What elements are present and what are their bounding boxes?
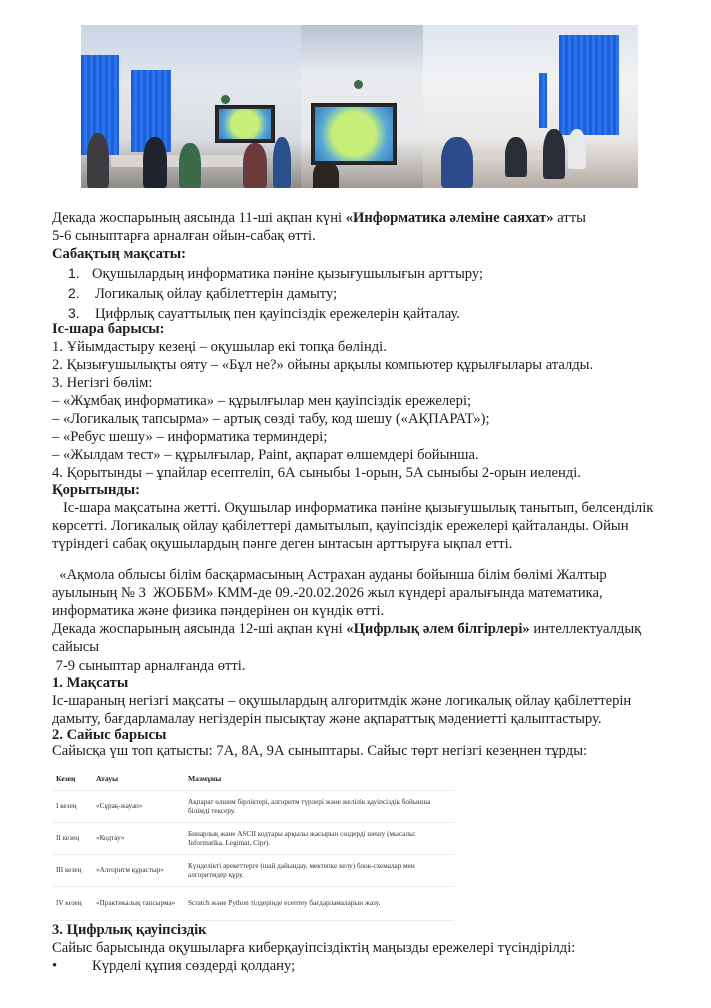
aim-line: дамыту, бағдарламалау негіздерін пысықтау және ақпараттық мәдениетті қалыптастыру. xyxy=(52,711,602,727)
cell-stage: III кезең xyxy=(52,855,92,887)
progress-heading: 2. Сайыс барысы xyxy=(52,727,167,743)
cell-content: Күнделікті әрекеттерге (шай дайындау, мектепке келу) блок-схемалар мен алгоритмдер құру. xyxy=(184,855,454,887)
event2-intro-line2: сайысы xyxy=(52,639,100,655)
cell-content: Бинарлық және ASCII кодтары арқылы жасырын сөздерді шешу (мысалы: Informatika, Legimat, Cipr). xyxy=(184,823,454,855)
cell-name: «Сұрақ-жауап» xyxy=(92,791,184,823)
event2-intro-text: Декада жоспарының аясында 12-ші ақпан күні xyxy=(52,621,347,637)
org-line: «Ақмола облысы білім басқармасының Астрахан ауданы бойынша білім бөлімі Жалтыр xyxy=(52,567,607,583)
stages-table xyxy=(52,766,454,921)
table-row xyxy=(52,887,454,921)
goal-item xyxy=(68,284,337,303)
process-item: 2. Қызығушылықты ояту – «Бұл не?» ойыны арқылы компьютер құрылғылары аталды. xyxy=(52,357,594,373)
table-row xyxy=(52,791,454,823)
conclusion-line: түріндегі сабақ оқушылардың пәнге деген ынтасын арттыруға ықпал етті. xyxy=(52,536,513,552)
column-header-name: Атауы xyxy=(96,773,119,783)
goals-heading: Сабақтың мақсаты: xyxy=(52,246,187,262)
cell-stage: II кезең xyxy=(52,823,92,855)
event1-intro-line2: 5-6 сыныптарға арналған ойын-сабақ өтті. xyxy=(52,228,316,244)
process-item: – «Жұмбақ информатика» – құрылғылар мен қауіпсіздік ережелері; xyxy=(52,393,472,409)
cell-name: «Кодтау» xyxy=(92,823,184,855)
event2-intro-line3: 7-9 сыныптар арналғанда өтті. xyxy=(52,658,246,674)
cell-name: «Практикалық тапсырма» xyxy=(92,887,184,921)
event2-intro xyxy=(52,620,641,638)
event1-title: «Информатика әлеміне саяхат» xyxy=(345,210,554,226)
conclusion-line: көрсетті. Логикалық ойлау қабілеттері дамытылып, қауіпсіздік ережелері қайталанды. Ойын xyxy=(52,518,629,534)
conclusion-heading: Қорытынды: xyxy=(52,482,140,498)
classroom-photo-2 xyxy=(301,25,423,188)
safety-heading: 3. Цифрлық қауіпсіздік xyxy=(52,922,207,938)
goal-text: Логикалық ойлау қабілеттерін дамыту; xyxy=(95,286,338,302)
safety-text: Сайыс барысында оқушыларға киберқауіпсіздіктің маңызды ережелері түсіндірілді: xyxy=(52,940,576,956)
event2-title: «Цифрлық әлем білгірлері» xyxy=(346,621,530,637)
column-header-stage: Кезең xyxy=(56,773,76,783)
conclusion-line: Іс-шара мақсатына жетті. Оқушылар информатика пәніне қызығушылық танытып, белсенділік xyxy=(52,500,654,516)
table-row xyxy=(52,855,454,887)
safety-bullet-text: Күрделі құпия сөздерді қолдану; xyxy=(92,958,296,974)
classroom-photo-collage xyxy=(81,25,638,188)
event1-intro xyxy=(52,209,586,227)
goal-item xyxy=(68,264,483,283)
process-item: 3. Негізгі бөлім: xyxy=(52,375,153,391)
process-item: – «Логикалық тапсырма» – артық сөзді табу, код шешу («АҚПАРАТ»); xyxy=(52,411,490,427)
goal-text: Цифрлық сауаттылық пен қауіпсіздік ережелерін қайталау. xyxy=(95,306,460,322)
org-line: информатика және физика пәндерінен он күндік өтті. xyxy=(52,603,385,619)
progress-text: Сайысқа үш топ қатысты: 7А, 8А, 9А сыныптары. Сайыс төрт негізгі кезеңнен тұрды: xyxy=(52,743,588,759)
goal-text: Оқушылардың информатика пәніне қызығушылығын арттыру; xyxy=(92,266,484,282)
process-heading: Іс-шара барысы: xyxy=(52,321,165,337)
event2-intro-suffix: интеллектуалдық xyxy=(529,621,642,637)
goal-number: 3. xyxy=(68,305,80,321)
safety-bullet-item xyxy=(52,957,295,975)
org-line: ауылының № 3 ЖОББМ» КММ-де 09.-20.02.2026 жыл күндері аралығында математика, xyxy=(52,585,603,601)
event1-intro-text: Декада жоспарының аясында 11-ші ақпан күні xyxy=(52,210,346,226)
bullet-icon: • xyxy=(52,958,58,974)
process-item: – «Ребус шешу» – информатика терминдері; xyxy=(52,429,328,445)
process-item: – «Жылдам тест» – құрылғылар, Paint, ақпарат өлшемдері бойынша. xyxy=(52,447,479,463)
event1-intro-suffix: атты xyxy=(553,210,586,226)
cell-content: Ақпарат өлшем бірліктері, алгоритм түрлері және желілік қауіпсіздік бойынша білімді тексеру. xyxy=(184,791,454,823)
classroom-photo-3 xyxy=(423,25,638,188)
cell-stage: IV кезең xyxy=(52,887,92,921)
aim-line: Іс-шараның негізгі мақсаты – оқушылардың алгоритмдік және логикалық ойлау қабілеттерін xyxy=(52,693,632,709)
cell-stage: I кезең xyxy=(52,791,92,823)
cell-content: Scratch және Python тілдерінде есептеу бағдарламаларын жазу. xyxy=(184,887,454,921)
column-header-content: Мазмұны xyxy=(188,773,222,783)
goal-number: 1. xyxy=(68,265,80,281)
aim-heading: 1. Мақсаты xyxy=(52,675,129,691)
process-item: 4. Қорытынды – ұпайлар есептеліп, 6А сыныбы 1-орын, 5А сыныбы 2-орын иеленді. xyxy=(52,465,581,481)
goal-number: 2. xyxy=(68,285,80,301)
process-item: 1. Ұйымдастыру кезеңі – оқушылар екі топқа бөлінді. xyxy=(52,339,387,355)
table-row xyxy=(52,823,454,855)
table-header-row xyxy=(52,766,454,791)
classroom-photo-1 xyxy=(81,25,301,188)
cell-name: «Алгоритм құрастыр» xyxy=(92,855,184,887)
